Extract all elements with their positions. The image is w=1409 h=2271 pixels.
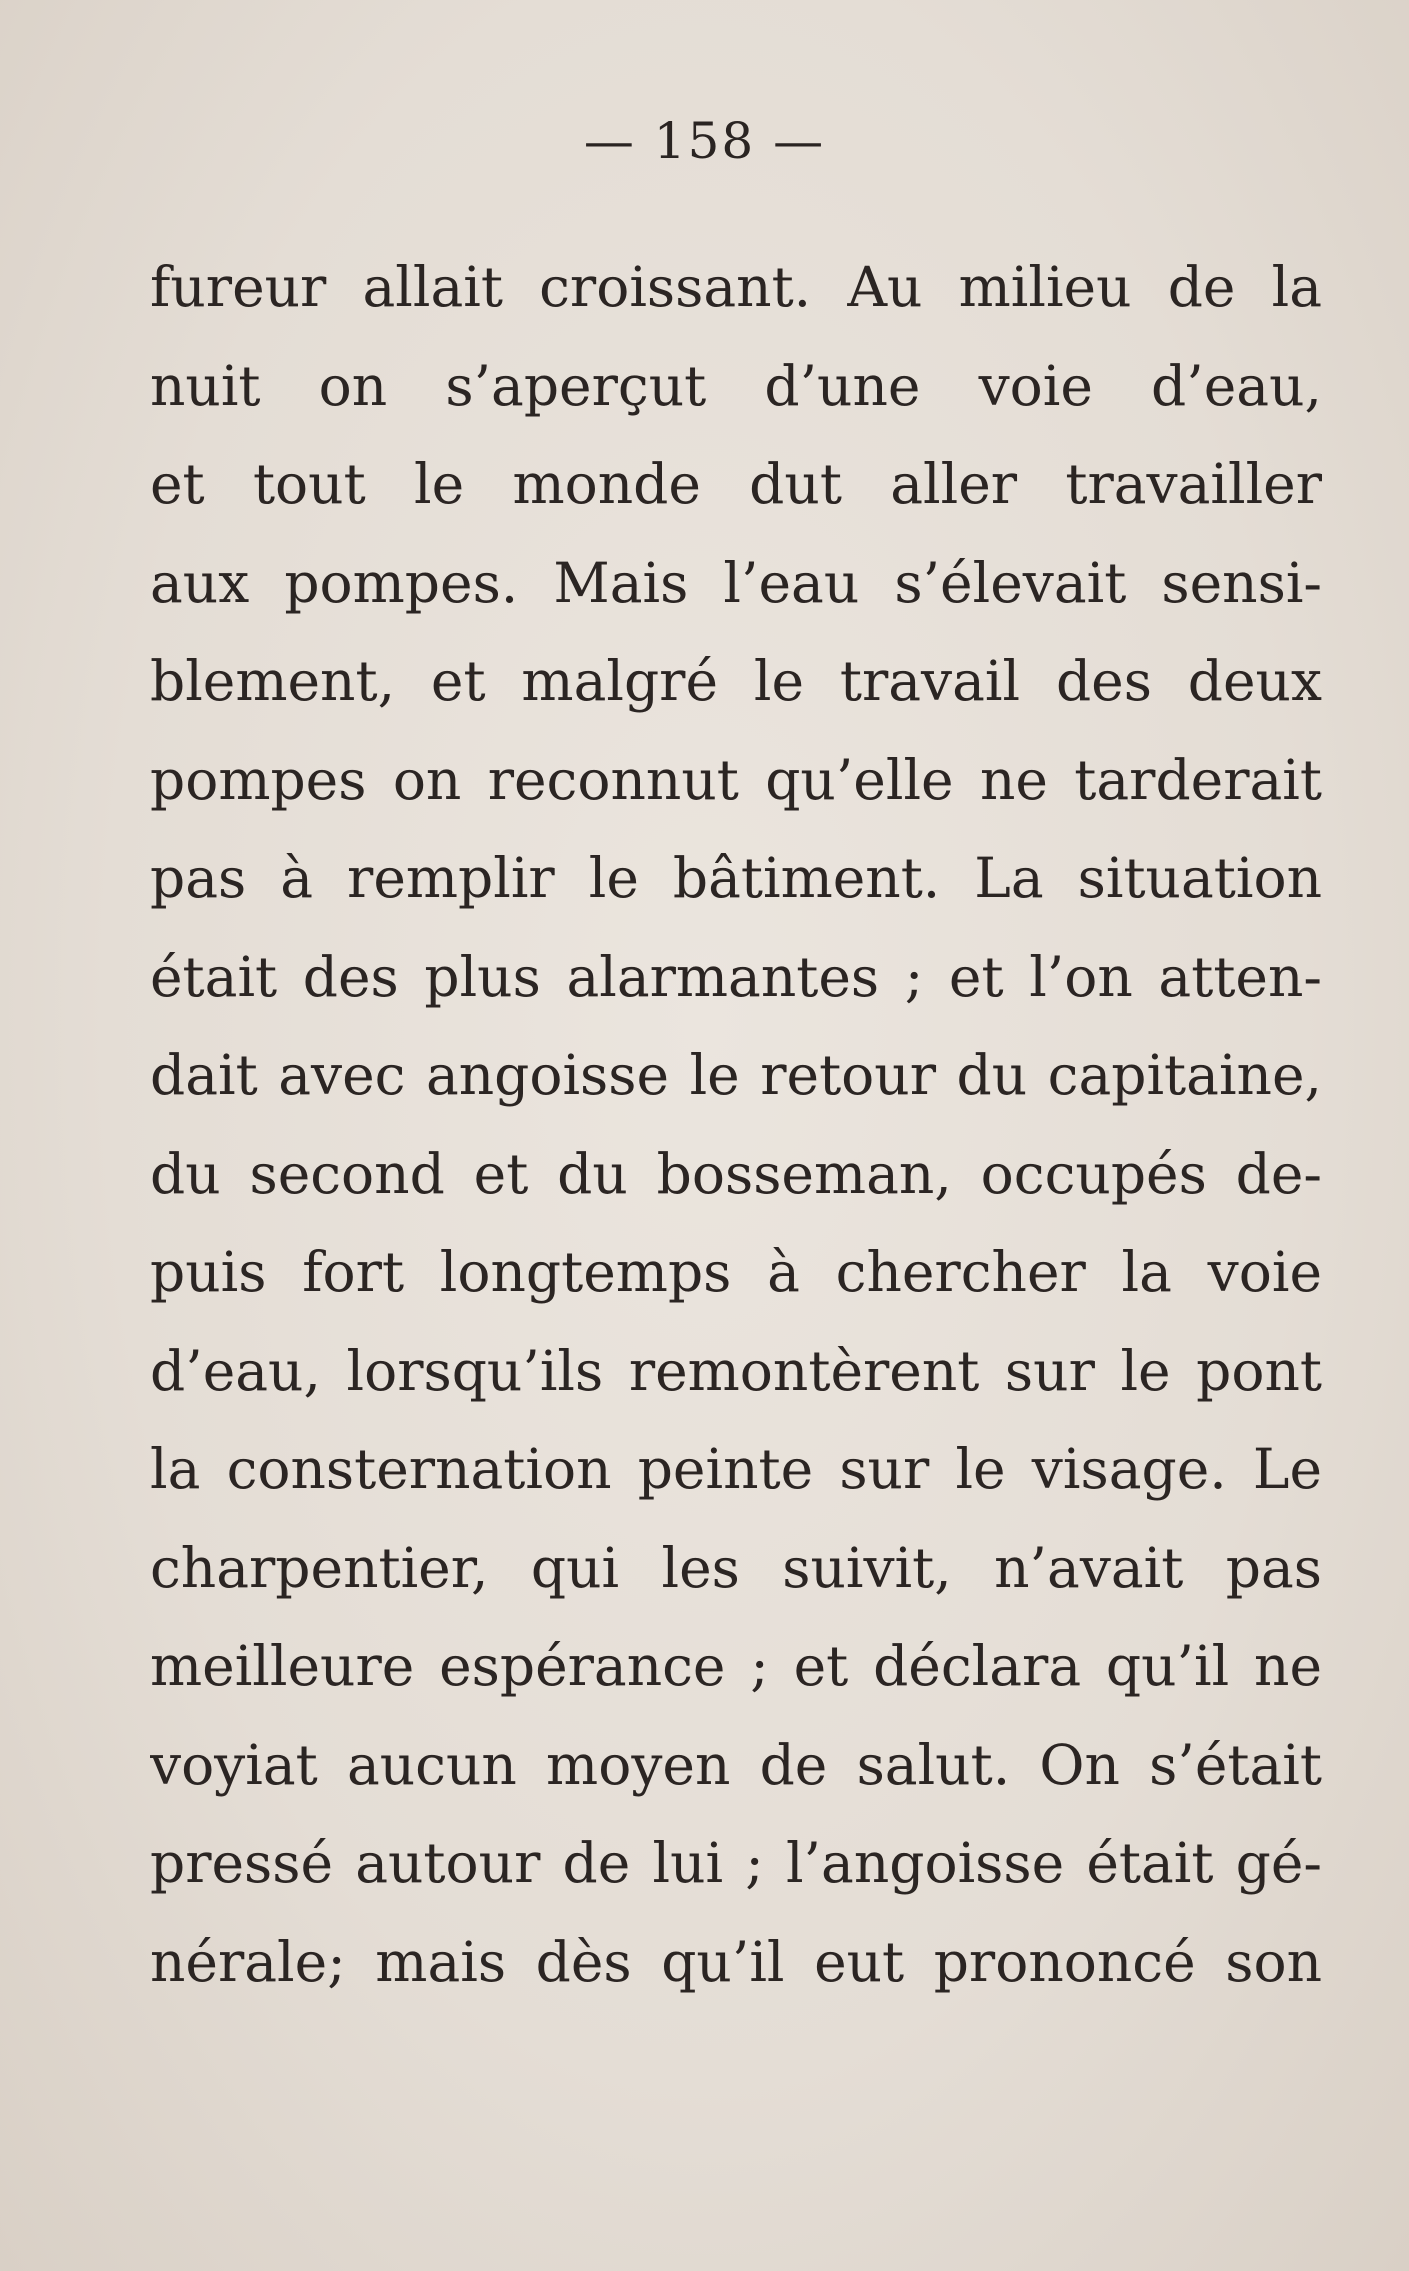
text-line: charpentier, qui les suivit, n’avait pas (150, 1535, 1322, 1600)
body-text (150, 238, 1322, 2011)
text-line: fureur allait croissant. Au milieu de la (150, 255, 1322, 319)
text-line: d’eau, lorsqu’ils remontèrent sur le pont (150, 1338, 1322, 1403)
text-line: meilleure espérance ; et déclara qu’il ne (150, 1634, 1322, 1698)
text-line: la consternation peinte sur le visage. Le (150, 1437, 1322, 1501)
text-line: blement, et malgré le travail des deux (150, 649, 1322, 713)
page-number: — 158 — (583, 112, 826, 170)
text-line: pompes on reconnut qu’elle ne tarderait (150, 747, 1322, 812)
text-line: nuit on s’aperçut d’une voie d’eau, (150, 353, 1322, 418)
text-line: puis fort longtemps à chercher la voie (150, 1240, 1322, 1304)
text-line: pressé autour de lui ; l’angoisse était gé- (150, 1831, 1322, 1895)
text-line: pas à remplir le bâtiment. La situation (150, 846, 1322, 910)
text-line: était des plus alarmantes ; et l’on atten- (150, 944, 1322, 1009)
text-line: et tout le monde dut aller travailler (150, 452, 1322, 516)
text-line: aux pompes. Mais l’eau s’élevait sensi- (150, 550, 1322, 615)
text-line: voyiat aucun moyen de salut. On s’était (150, 1732, 1322, 1797)
text-line: nérale; mais dès qu’il eut prononcé son (150, 1929, 1322, 1994)
text-line: dait avec angoisse le retour du capitaine, (150, 1043, 1322, 1107)
text-line: du second et du bosseman, occupés de- (150, 1141, 1322, 1206)
